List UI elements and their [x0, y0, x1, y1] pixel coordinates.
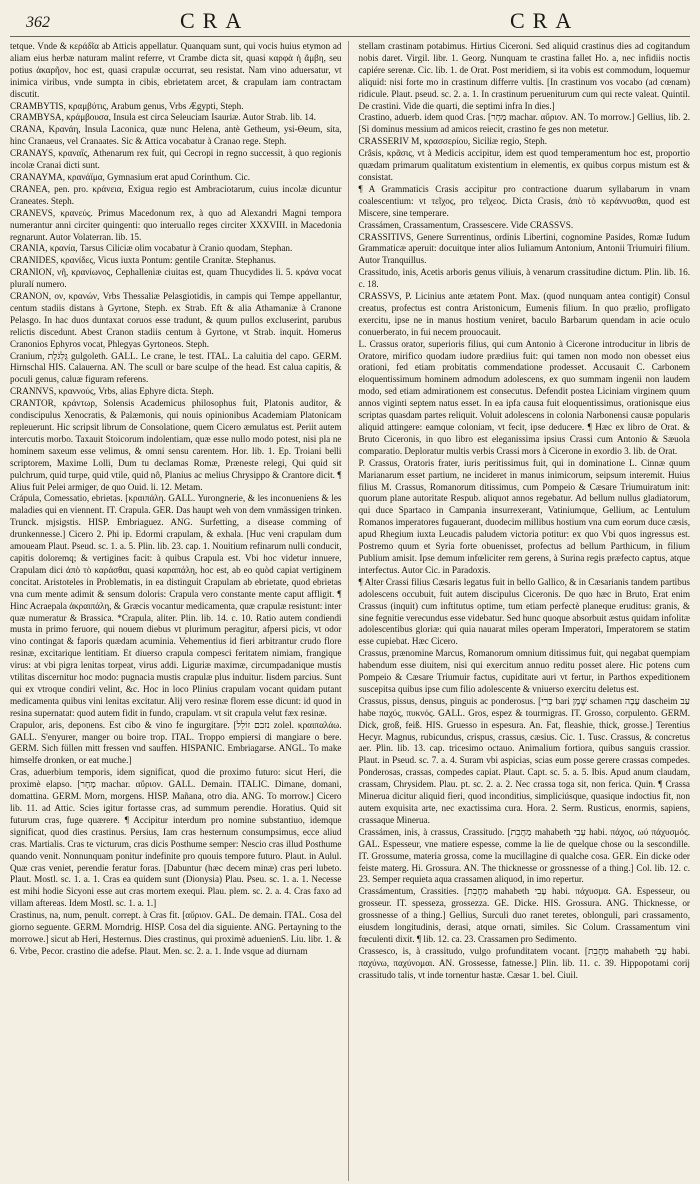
left-column — [10, 41, 349, 1181]
page-number: 362 — [26, 14, 50, 31]
dictionary-entry: CRANIA, κρανία, Tarsus Ciliciæ olim vocabatur à Cranio quodam, Stephan. — [10, 243, 293, 254]
dictionary-entry: CRANION, νῆ, κρανίωνος, Cephalleniæ ciuitas est, quam Thucydides li. 5. κράνα vocat pluralí numero. — [10, 267, 342, 290]
dictionary-entry: CRANAYMA, κρανάϊμα, Gymnasium erat apud Corinthum. Cic. — [10, 171, 251, 182]
dictionary-entry: tetque. Vnde & κεράδῖα ab Atticis appellatur. Quanquam sunt, qui vocis huius etymon ad aliam eius herbæ naturam malint referre, vt Crambe dicta sit, quasi καρφὰ ἡ ἄμβη, seu potius ἀκαρῆον, hoc est, quasi crapulæ occurrat, seu resistat. Nam vino aduersatur, vt inimica viribus, vnde sumpta in cibis, ebrietatem arcet, & crapulam iam contractam discutit. — [10, 41, 342, 99]
dictionary-entry: CRANA, Κρανάη, Insula Laconica, quæ nunc Helena, antè Gethеum, ysi-Θeum, sita, hinc Cranaeus, vel Cranaates. Sic & Attica vocabatur à Cranao rege. Steph. — [10, 124, 342, 147]
dictionary-entry: CRASSITIVS, Genere Surrentinus, ordinis Libertini, cognomine Pasides, Romæ Iudum Grammaticæ aperuit: docuitque inter alios Iuliamum Antonium, Antonii Triumuiri filium. Autor Tranquillus. — [358, 231, 690, 266]
dictionary-entry: Crassámen, Crassamentum, Crassescere. Vide CRASSVS. — [358, 219, 574, 230]
dictionary-entry: Cranium, גֻּלְגֹּלֶת gulgoleth. GALL. Le crane, le test. ITAL. La caluitia del capo. GERM. Hirnschal HIS. Calauerna. AN. The scull or bare sculpe of the head. Est calua capitis, & poculi genus, caluæ figuram referens. — [10, 350, 342, 385]
dictionary-entry: CRAMBYSA, κράμβουσα, Insula est circa Seleuciam Isauriæ. Autor Strab. lib. 14. — [10, 112, 316, 123]
running-head-right: CRA — [510, 8, 580, 33]
dictionary-entry: stellam crastinam potabimus. Hirtius Ciceroni. Sed aliquid crastinus dies ad cogitandum nobis daret. Virgil. libr. 1. Georg. Nunquam te crastina fallet Ho. a, nec infidiis noctis capiére serenæ. Cic. lib. 1. de Orat. Post meridiem, si ita vobis est commodum, loquemur aliquid: nisi forte mo in crastinum differre vultis. [In crastinum vos vocabo (ad cœnam) ridicule. Plaut. pseud. sc. 2. a. 1. In crastinum perueniturum cum qui recte valeat. Quintil. De crastini. Vide die quarti, die septimi infra In dies.] — [358, 41, 690, 111]
dictionary-entry: Crâsis, κρᾶσις, vt à Medicis accipitur, idem est quod temperamentum hoc est, proportio quædam primarum qualitatum existentium in elementis, ex quibus corpus mistum est & consistat. — [358, 148, 690, 182]
dictionary-entry: ¶ A Grammaticis Crasis accipitur pro contractione duarum syllabarum in vnam coalescentium: vt τεῖχος, pro τεῖχεος. Dicta Crasis, ἀπὸ τὸ κεράννυσθαι, quod est Miscere, sine temperare. — [358, 183, 690, 218]
dictionary-entry: CRANNVS, κραννούς, Vrbs, alias Ephyre dicta. Steph. — [10, 386, 214, 397]
dictionary-entry: Crastino, aduerb. idem quod Cras. [מָחָר machar. αὔριον. AN. To morrow.] Gellius, lib. 2. [Si dominus messium ad amicos reiecit, crastino fe ges non metetur. — [358, 112, 690, 135]
dictionary-entry: CRANIDES, κρανίδες, Vicus iuxta Pontum: gentile Cranitæ. Stephanus. — [10, 255, 276, 266]
dictionary-entry: CRAMBYTIS, κραμβύτις, Arabum genus, Vrbs Ægypti, Steph. — [10, 100, 244, 111]
dictionary-entry: Cras, aduerbium temporis, idem significat, quod die proximo futuro: sicut Heri, die proximè elapso. [מָחָר machar. αὔριον. GALL. Demain. ITALIC. Dimane, domani, domattina. GERM. Morn, morgens. HISP. Mañana, otro dia. ANG. To morrow.] Cicero lib. 11. ad Attic. Scies igitur fortasse cras, ad summum perendie. Horatius. Quid sit futurum cras, fuge quærere. ¶ Accipitur interdum pro nomine substantiuo, idemque significat, quod dies crastinus. Persius, Iam cras hesternum consumpsimus, ecce aliud cras. Martialis. Cras te victurum, cras dicis Posthume semper: Nescio cras illud Posthume quando venit. Nonnunquam ponitur indefinite pro quouis tempore futuro. Plaut. in Aulul. Quæ cras veniet, perendie feratur foras. [Dabuntur (hæc decem minæ) cras peri lubeto. Plaut. Mostl. sc. 1. a. 1. Cras ea quidem sunt (Dionysia) Plau. Pseu. sc. 1. a. 1. Necesse est mihi hodie Sicyoni esse aut cras mortem exequi. Plau. plem. sc. 2. a. 4. Cras faxo ad villam aftereas. Idem Mostl. sc. 1. a. 1.] — [10, 767, 342, 909]
dictionary-entry: CRASSVS, P. Licinius ante ætatem Pont. Max. (quod nunquam antea contigit) Consul creatus, profectus est contra Aristonicum, Eumenis filium. In quo prælio, profligato exercitu, ipse ne in manus hostium veniret, baculo Barbarum quendam in acie oculo conuerberato, in fui necem prouocauit. — [358, 291, 690, 337]
dictionary-entry: CRANAYS, κραναΐς, Athenarum rex fuit, qui Cecropi in regno successit, à quo regionis incolæ Cranai dicti sunt. — [10, 148, 342, 171]
dictionary-entry: CRASSERIV M, κρασσερίου, Siciliæ regio, Steph. — [358, 136, 548, 147]
dictionary-entry: Crassesco, is, à crassitudo, vulgo profunditatem vocant. [מַחֲבֵת mahabeth עָבִי habi. παχύνω, παχύνομαι. AN. Grossesse, fatnesse.] Plin. lib. 11. c. 39. Hippopotami corij crassitudo talis, vt inde tornentur hastæ. Cæsar 1. bel. Ciuil. — [358, 945, 690, 980]
running-head-left: CRA — [180, 8, 250, 33]
dictionary-entry: Crassus, pissus, densus, pinguis ac ponderosus. [בָּרִי bari שֶׁמֶן schamen עָבֶה dascheim עַב habe παχύς, πυκνός. GALL. Gros, espez & tourmigras. IT. Grosso, corpulento. GERM. Dick, groß, feiß. HIS. Gruesso in espesura. An. Fat, fleashie, thick, grosse.] Terentius Hecyr. Magnus, rubicundus, crispus, crassus, cæsius. Cic. 1. Tusc. Crassus, & concretus aer. Plin. lib. 13. cap. tricesimo octauo. Animalium fortiora, quibus sanguis crassior. Plaut. in Pseud. sc. 7. a. 4. Suram vbi aspicias, scias eum posse gerere crassas compedes. Ponderosas, crassas, compedes capiat. Plaut. Capt. sc. 5. a. 5. Ibis. Apud anum claudam, crassam, Chrysidem. Plau. pt. sc. 2. a. 2. Nec crassa toga sit, non ferica. Quin. ¶ Crassa Minerua dicitur aliquid fieri, quod inconditius, simpliciúsque, quasique indoctius fit, non autem exquisita arte, nec exactissima cura. Hora. 2. Serm. Rusticus, enormis, sapiens, crassaque Minerua. — [358, 695, 690, 825]
dictionary-entry: CRANEA, pen. pro. κράνεια, Exigua regio est Ambraciotarum, cuius incolæ dicuntur Craneates. Steph. — [10, 183, 342, 206]
dictionary-entry: Crápula, Comessatio, ebrietas. [κραιπάλη. GALL. Yurongnerie, & les inconueniens & les maladies qui en viennent. IT. Crapula. GER. Das haupt weh von dem vnmässigen trinken. Trunck. mjsigstis. HISP. Embriaguez. ANG. Surfetting, a disease comming of drunkennesse.] Cicero 2. Phi ip. Edormi crapulam, & exhala. [Huc veni crapulam dum amoueam Plaut. Pseud. sc. 1. a. 5. Plin. lib. 23. cap. 1. Nouitium refinarum nulli conducit, capitis doloremq; & vertigines facit: à quibus Crapula est. Vbi hoc videtur innuere, Crapulam dici ἀπὸ τὸ καράσθαι, quasi καραπάλη, hoc est, ab eo quòd capiat vertiginem concitat. Aristoteles in Problematis, in ea distinguit Crapulam ab ebrietate, quod ebrietas vna cum mente adimit & sensum doloris: Crapula vero constante mente caput affligit. ¶ Hinc Acraepala ἀκραιπάλη, & Græcis vocantur medicamenta, quæ crapulæ resistunt: inter quæ numeratur & Brassica. *Crapula, aliter. Plin. lib. 14. c. 10. Ratio autem condiendi musta in primo feruore, qui nouem diebus vt plurimum peragitur, afpersi picis, vt odor vino contingat & faporis quædam acuminia. Vehementius id fieri arbitrantur crudo flore resinæ, excitarique lentitiam. Et diuerso crapula compesci feritatem nimiam, frangique virus: at vbi pigra lenitas torpeat, virus addi. Liguriæ maximæ, circumpadanique mustis vtilitas discernitur hoc modo: pugnacia mustis crapulæ plus induitur. Iisdem parcius. Sunt qui ex vtroque condiri velint, &c. Hoc in loco Plinius crapulam vocant quidam putant medicamenta quibus vini lenitas excitatur. Alij vero resinæ florem esse dicunt: id quod in resina supernatat: quod autem fidit in fundo, crapulam. vt sit crapula velut fæx resinæ. — [10, 493, 342, 718]
dictionary-entry: Crassámentum, Crassities. [מַחֲבֵת mahabeth עָבִי habi. πάχυσμα. GA. Espesseur, ou grosseur. IT. spesseza, grossezza. GE. Dicke. HIS. Grossura. ANG. Thicknesse, or grossnesse of a thing.] Gellius, Surculi duo ranet teretes, oblonguli, pari crassamento, eiusdem longitudinis, derasi, atque ornati, similes. Sic Colum. Crassamentum vini fœculenti dixit. ¶ lib. 12. ca. 23. Crassamen pro Sedimento. — [358, 886, 690, 944]
text-columns — [10, 41, 690, 1181]
dictionary-entry: Crapulor, aris, deponens. Est cibo & vino fe ingurgitare. [נזבם זוֹלֵל zolel. κραιπαλάω. GALL. S'enyurer, manger ou boire trop. ITAL. Troppo empiersi di mangiare o bere. GERM. Sich füllen mitt fressen vnd sauffen. HISPANIC. Embriagarse. ANGL. To make himselfe dronken, or eat muche.] — [10, 719, 342, 766]
page-header — [10, 8, 690, 37]
dictionary-entry: CRANTOR, κράντωρ, Solensis Academicus philosophus fuit, Platonis auditor, & condiscipulus Xenocratis, & Palæmonis, qui nouis opinionibus Academiam Platonicam repleuerunt. Hic scripsit librum de Consolatione, quem Cicero æmulatus est. Periit autem intercutis morbo. Taxauit Stoicorum indolentiam, quæ esse nullo modo potest, nisi pla ne hominem saxeum esse velimus, & omni sensu carentem. Hor. lib. 1. Ep. Troiani belli scriptorem, Maxime Lolli, Dum tu declamas Romæ, Præneste relegi, Qui quid sit pulchrum, quid turpe, quid vtile, quid nô, Planius ac melius Chrysippo & Crantore dicit. ¶ Alius fuit Pelei armiger, de quo Ouid. li. 12. Metam. — [10, 398, 342, 492]
dictionary-entry: L. Crassus orator, superioris filius, qui cum Antonio à Cicerone introducitur in libris de Oratore, mirifico quodam iudore prædiius fuit: qui tamen non modo non obesset eius orationi, fed etiam probitatis commendatione prodesset. Accusauit C. Carbonem eloquentissimum hominem admodum adolescens, ex quo summam ingenii non laudem modo, sed etiam admirationem est consecutus. Defendit postea Liciniam virginem quum annos viginti septem natus esset. In ea ipfa causa fuit eloquentissimus, orationisque eius scriptas quasdam partes reliquit. Voluit adolescens in colonia Narbonensi causæ popularis aliquid attingere: eamque coloniam, vt fecit, ipse deducere. ¶ Hæc ex libro de Orat. & Bruto Ciceronis, in quo libro est eleganissima ipsius Crassi cum Antonio & Sæuola comparatio. Deploratur multis verbis Crassi mors à Cicerone in exordio 3. lib. de Orat. — [358, 338, 690, 456]
dictionary-entry: Crassitudo, inis, Acetis arboris genus viliuis, à venarum crassitudine dictum. Plin. lib. 16. c. 18. — [358, 267, 690, 290]
dictionary-entry: CRANEVS, κρανεύς. Primus Macedonum rex, à quo ad Alexandri Magni tempora numerantur anni circiter quingenti: quo interuallo reges circiter XXXVIII. in Macedonia regnarunt. Autor Volaterran. lib. 15. — [10, 207, 342, 242]
dictionary-entry: Crassus, prænomine Marcus, Romanorum omnium ditissimus fuit, qui negabat quempiam habendum esse diuitem, nisi qui exercitum annuo reditu posset alere. Hic potens cum Pompeio & Cæsare Triumuir factus, cupiditate auri vt fertur, in Parthos expeditionem suscepitsa quibus ipse cum filio adolescente & vniuerso exercitu deletus est. — [358, 648, 690, 694]
right-column — [357, 41, 691, 1181]
dictionary-entry: Crastinus, na, num, penult. corrept. à Cras fit. [αὔριον. GAL. De demain. ITAL. Cosa del giorno seguente. GERM. Morndrig. HISP. Cosa del dia siguiente. ANG. Pertayning to the morrowe.] sicut ab Heri, Hesternus. Dies crastinus, qui proximè aduenienS. Liu. libr. 1. & 6. Vrbe, Pecor. crastino die adefse. Plaut. Men. sc. 2. a. 1. Inde vsque ad diurnam — [10, 910, 342, 956]
dictionary-entry: ¶ Alter Crassi filius Cæsaris legatus fuit in bello Gallico, & in Cæsarianis tandem partibus adolescens occubuit, fuit autem discipulus Ciceronis. De quo hæc in Bruto, Erat enim Crassus (inquit) cum inftitutus optime, tum etiam perfectè planeque eruditus: granis, & sine fegnitie verecundus esse videbatur. Sed hunc quoque absorbuit æstus quidam infolitæ adolescentibus gloriæ: qui quia nauarat miles operam Imperatori, Imperatorem se statim esse cupiebat. Hæc Cicero. — [358, 576, 690, 647]
dictionary-entry: Crassámen, inis, à crassus, Crassitudo. [מַחֲבֵת mahabeth עָבִי habi. πάχος, ωύ πάχυσμός. GAL. Espesseur, vne matiere espesse, comme la lie de quelque chose ou la sescondille. IT. Grossume, materia grossa, come la mucillagine di qualche cosa. GER. Ein dicke oder feiste materg. Hi. Grossura. AN. The thicknesse or grossnesse of a thing.] Col. lib. 12. c. 23. Semper requieta aqua crassamen aliquod, in imo repertur. — [358, 826, 690, 885]
dictionary-entry: P. Crassus, Oratoris frater, iuris peritissimus fuit, qui in dominatione L. Cinnæ quum Marianarum esset partium, ne incideret in manus inimicorum, seipsum interemit. Huius filius M. Crassus, Romanorum ditissimus, cum Pompeio & Cæsare Triumuiratum init: quorum plane autoritate Respub. aliquot annos regebatur. Ad bellum nullus gladiatorum, qui duce Spartaco in Campania insurrexerant, Vatiniumque, Gellium, ac Lentulum Romanos imperatores fugauerant, duodecim millibus hostium vna cum eorum duce cæsis, apud Rhegium iuxta Leucadis paludem victoria potitur: ex quo Vbi quos ingressus est. Postremo quum et Syria forte obuenisset, profectus ad bellum Parthicum, in filium Publium amisit. Ipse demum infœliciter rem gerens, à Surina regis præfecto captus, atque interfectus. Autor Cic. in Paradoxis. — [358, 457, 690, 575]
dictionary-entry: CRANON, ον, κρανών, Vrbs Thessaliæ Pelasgiotidis, in campis qui Tempe appellantur, centum stadiis distans à Gyrtone, Steph. ex Strab. Eft & alia Athamaniæ à Cranone Pelasgo. In hac duos duntaxat coruos esse tradunt, & quum pullos excluserint, parubus relictis discedunt. Abest Cranon stadiis centum à Gyrtone, vt Strab. inquit. Homerus Cranonios Ephyros vocat, Phlegyas Gyrtoneos. Steph. — [10, 291, 342, 349]
